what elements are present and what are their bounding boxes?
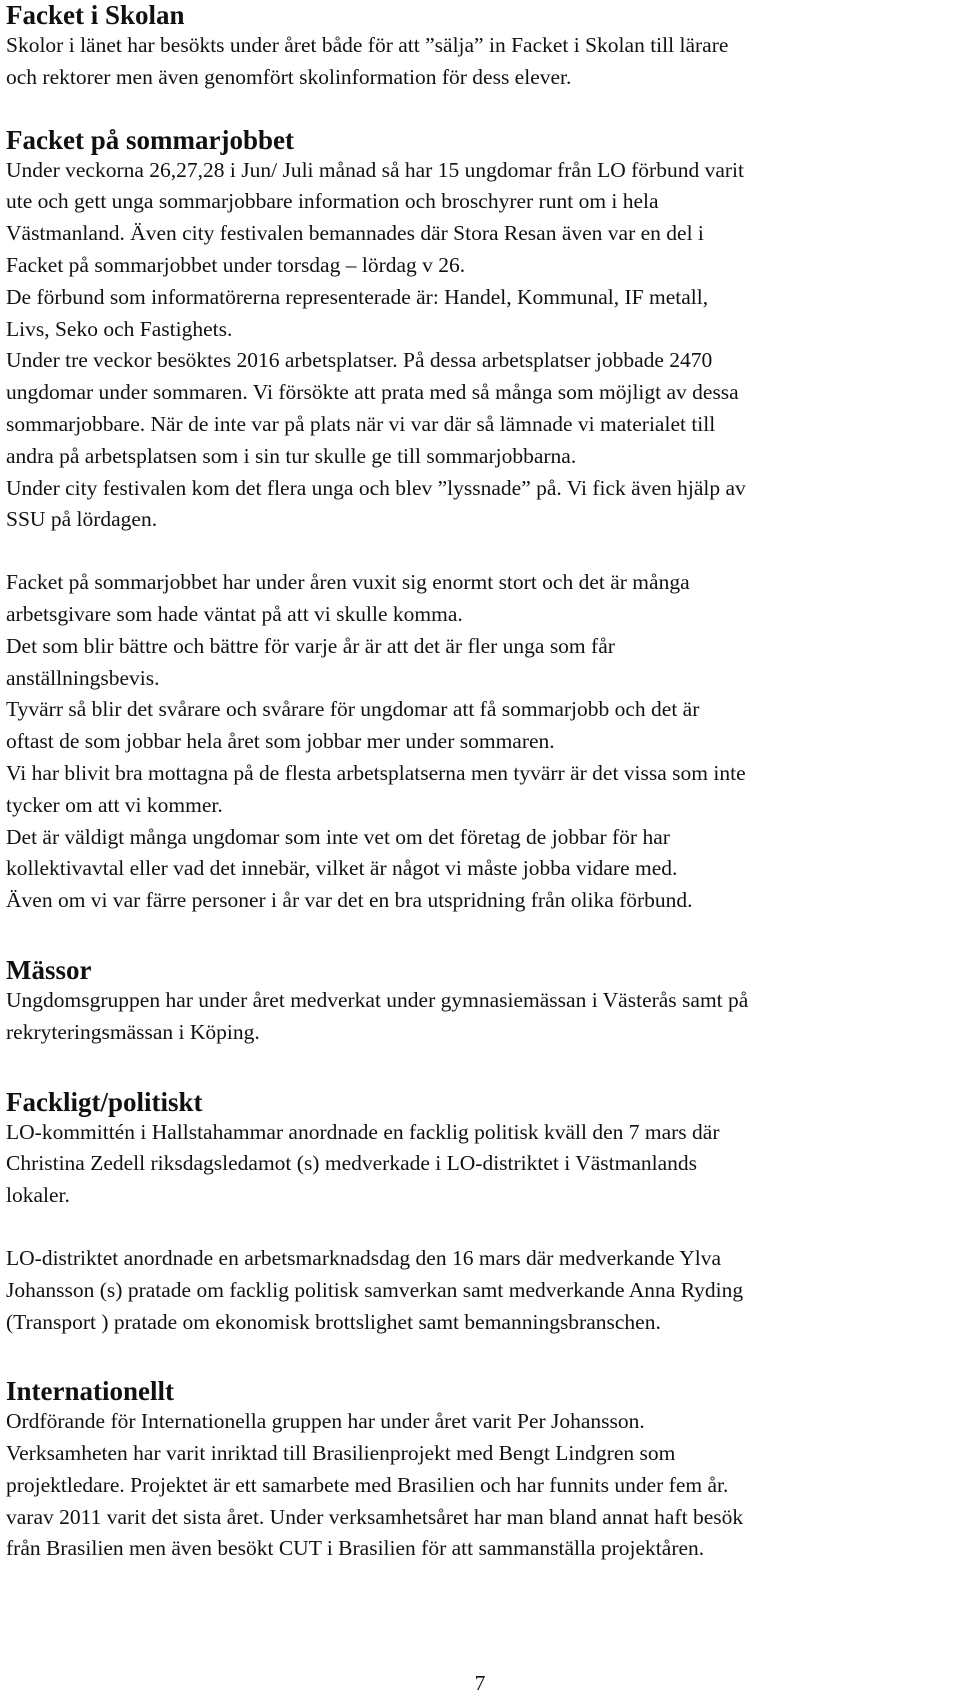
text-line: Facket på sommarjobbet har under åren vuxit sig enormt stort och det är många [6, 570, 690, 595]
text-line: och rektorer men även genomfört skolinformation för dess elever. [6, 64, 572, 89]
text-line: Christina Zedell riksdagsledamot (s) medverkade i LO-distriktet i Västmanlands [6, 1151, 698, 1176]
text-line: arbetsgivare som hade väntat på att vi skulle komma. [6, 601, 463, 626]
section-internationellt [6, 1376, 954, 1565]
text-line: Under tre veckor besöktes 2016 arbetsplatser. På dessa arbetsplatser jobbade 2470 [6, 348, 713, 373]
text-line: LO-distriktet anordnade en arbetsmarknadsdag den 16 mars där medverkande Ylva [6, 1245, 722, 1270]
text-line: sommarjobbare. När de inte var på plats när vi var där så lämnade vi materialet till [6, 411, 716, 436]
text-line: andra på arbetsplatsen som i sin tur skulle ge till sommarjobbarna. [6, 443, 577, 468]
section-fackligt-politiskt [6, 1087, 954, 1339]
section-heading: Internationellt [6, 1376, 174, 1407]
text-line: oftast de som jobbar hela året som jobbar mer under sommaren. [6, 729, 555, 754]
text-line: Västmanland. Även city festivalen bemannades där Stora Resan även var en del i [6, 221, 704, 246]
text-line: Verksamheten har varit inriktad till Brasilienprojekt med Bengt Lindgren som [6, 1441, 676, 1466]
text-line: Ordförande för Internationella gruppen har under året varit Per Johansson. [6, 1409, 645, 1434]
section-facket-pa-sommarjobbet [6, 125, 954, 917]
text-line: Ungdomsgruppen har under året medverkat under gymnasiemässan i Västerås samt på [6, 987, 749, 1012]
text-line: Livs, Seko och Fastighets. [6, 316, 233, 341]
text-line: (Transport ) pratade om ekonomisk brottslighet samt bemanningsbranschen. [6, 1309, 661, 1334]
text-line: Tyvärr så blir det svårare och svårare för ungdomar att få sommarjobb och det är [6, 697, 700, 722]
text-line: Även om vi var färre personer i år var det en bra utspridning från olika förbund. [6, 888, 693, 913]
text-line: kollektivavtal eller vad det innebär, vilket är något vi måste jobba vidare med. [6, 856, 678, 881]
section-heading: Fackligt/politiskt [6, 1086, 203, 1117]
text-line: Johansson (s) pratade om facklig politisk samverkan samt medverkande Anna Ryding [6, 1277, 744, 1302]
page-number: 7 [474, 1671, 486, 1695]
text-line: Facket på sommarjobbet under torsdag – lördag v 26. [6, 252, 466, 277]
text-line: rekryteringsmässan i Köping. [6, 1019, 260, 1044]
section-heading: Facket på sommarjobbet [6, 124, 294, 155]
text-line: Under veckorna 26,27,28 i Jun/ Juli månad så har 15 ungdomar från LO förbund varit [6, 157, 744, 182]
text-line: varav 2011 varit det sista året. Under verksamhetsåret har man bland annat haft besök [6, 1504, 744, 1529]
text-line: ungdomar under sommaren. Vi försökte att prata med så många som möjligt av dessa [6, 380, 739, 405]
text-line: Under city festivalen kom det flera unga och blev ”lyssnade” på. Vi fick även hjälp av [6, 475, 746, 500]
section-facket-i-skolan [6, 0, 954, 94]
section-heading: Mässor [6, 954, 92, 985]
text-line: Det är väldigt många ungdomar som inte vet om det företag de jobbar för har [6, 824, 670, 849]
section-heading: Facket i Skolan [6, 0, 185, 30]
text-line: tycker om att vi kommer. [6, 792, 223, 817]
text-line: Vi har blivit bra mottagna på de flesta arbetsplatserna men tyvärr är det vissa som inte [6, 760, 746, 785]
text-line: projektledare. Projektet är ett samarbete med Brasilien och har funnits under fem år. [6, 1472, 729, 1497]
text-line: De förbund som informatörerna representerade är: Handel, Kommunal, IF metall, [6, 284, 709, 309]
text-line: lokaler. [6, 1183, 70, 1208]
text-line: ute och gett unga sommarjobbare information och broschyrer runt om i hela [6, 189, 659, 214]
text-line: Skolor i länet har besökts under året både för att ”sälja” in Facket i Skolan till lärare [6, 33, 729, 57]
document-page [6, 0, 954, 1565]
section-massor [6, 955, 954, 1049]
text-line: från Brasilien men även besökt CUT i Brasilien för att sammanställa projektåren. [6, 1536, 705, 1561]
text-line: anställningsbevis. [6, 665, 160, 690]
text-line: LO-kommittén i Hallstahammar anordnade en facklig politisk kväll den 7 mars där [6, 1119, 720, 1144]
text-line: SSU på lördagen. [6, 507, 158, 532]
text-line: Det som blir bättre och bättre för varje år är att det är fler unga som får [6, 633, 615, 658]
